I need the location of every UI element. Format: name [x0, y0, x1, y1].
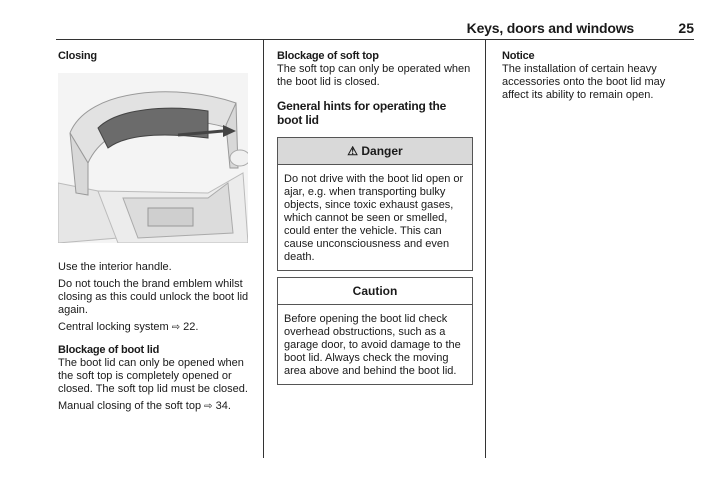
- paragraph-central-locking: [58, 321, 254, 334]
- closing-heading: Closing: [58, 50, 97, 62]
- paragraph-brand-emblem: Do not touch the brand emblem whilst closing as this could unlock the boot lid again.: [58, 278, 249, 316]
- notice-heading: Notice: [502, 50, 535, 62]
- section-title: Keys, doors and windows: [466, 20, 634, 36]
- danger-box: [277, 137, 473, 271]
- danger-header: [278, 138, 472, 165]
- notice-text: The installation of certain heavy accessories onto the boot lid may affect its ability to remain open.: [502, 63, 666, 101]
- paragraph-boot-lid-open: The boot lid can only be opened when the soft top is completely opened or closed. The soft top lid must be closed.: [58, 357, 248, 395]
- cross-ref-arrow-icon: ⇨: [171, 322, 181, 333]
- left-column: [58, 50, 254, 417]
- column-divider-2: [485, 40, 486, 458]
- caution-text: Before opening the boot lid check overhead obstructions, such as a garage door, to avoid damage to the boot lid. Always check the moving area above and behind the boot lid.: [284, 313, 461, 377]
- paragraph-manual-closing: [58, 400, 254, 413]
- paragraph-interior-handle: Use the interior handle.: [58, 261, 172, 273]
- manual-closing-ref: 34.: [215, 400, 231, 412]
- danger-text: Do not drive with the boot lid open or ajar, e.g. when transporting bulky objects, since toxic exhaust gases, which cannot be seen or smelled, could enter the vehicle. This can cause unconsciousness and even death.: [284, 173, 464, 263]
- cross-ref-arrow-icon: ⇨: [204, 401, 213, 412]
- header-rule: [56, 39, 694, 40]
- middle-column: [277, 50, 473, 385]
- column-divider-1: [263, 40, 264, 458]
- page-number: 25: [678, 20, 694, 36]
- warning-triangle-icon: ⚠: [347, 144, 359, 158]
- car-boot-image: [58, 73, 248, 243]
- general-hints-heading: General hints for operating the boot lid: [277, 99, 447, 127]
- central-locking-text: Central locking system: [58, 321, 169, 333]
- blockage-boot-lid-heading: Blockage of boot lid: [58, 344, 160, 356]
- danger-title: Danger: [361, 144, 403, 158]
- right-column: [502, 50, 692, 106]
- caution-title: Caution: [278, 278, 472, 305]
- manual-closing-text: Manual closing of the soft top: [58, 400, 202, 412]
- boot-lid-illustration: [58, 73, 248, 243]
- caution-box: [277, 277, 473, 385]
- paragraph-soft-top: The soft top can only be operated when the boot lid is closed.: [277, 63, 471, 88]
- blockage-soft-top-heading: Blockage of soft top: [277, 50, 379, 62]
- central-locking-ref: 22.: [183, 321, 199, 333]
- page-header: [56, 20, 694, 38]
